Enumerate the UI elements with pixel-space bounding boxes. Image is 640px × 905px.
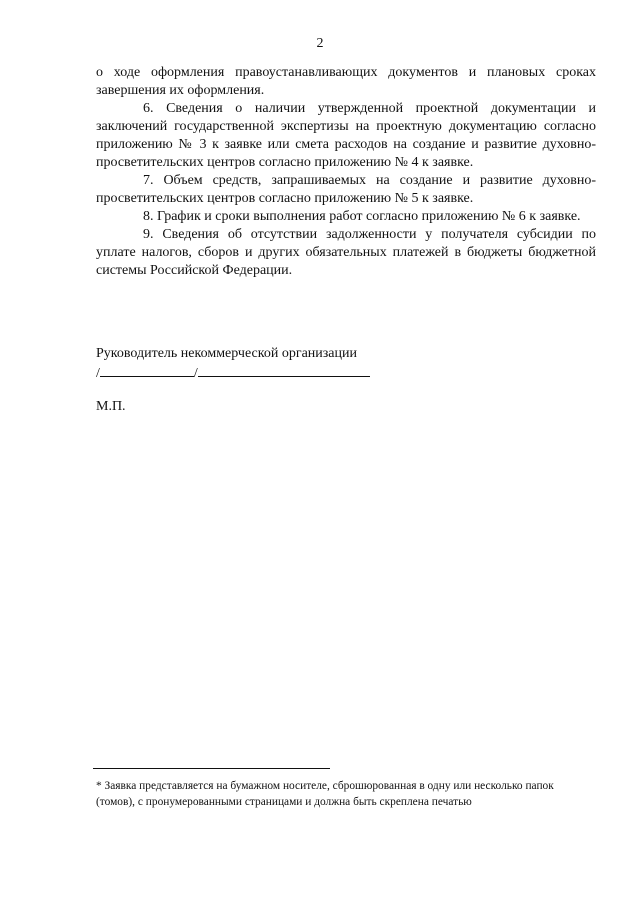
paragraph-item-8: 8. График и сроки выполнения работ согласно приложению № 6 к заявке. [143, 209, 581, 224]
paragraph-item-7: 7. Объем средств, запрашиваемых на создание и развитие духовно-просветительских центров согласно приложению № 5 к заявке. [96, 173, 596, 206]
page-number: 2 [316, 36, 324, 51]
signature-line [96, 363, 596, 383]
signature-slash-right: / [193, 366, 198, 381]
paragraph-item-9: 9. Сведения об отсутствии задолженности у получателя субсидии по уплате налогов, сборов и других обязательных платежей в бюджеты бюджетной системы Российской Федерации. [96, 227, 596, 278]
signature-block [96, 345, 596, 383]
stamp-placeholder: М.П. [96, 399, 126, 414]
document-body [96, 64, 596, 280]
footnote-text: * Заявка представляется на бумажном носителе, сброшюрованная в одну или несколько папок (томов), с пронумерованными страницами и должна быть скреплена печатью [96, 780, 554, 808]
paragraph-item-6: 6. Сведения о наличии утвержденной проектной документации и заключений государственной экспертизы на проектную документацию согласно приложению № 3 к заявке или смета расходов на создание и развитие духовно-просветительских центров согласно приложению № 4 к заявке. [96, 101, 596, 170]
signature-slash-left: / [96, 366, 100, 381]
signature-blank [100, 363, 194, 377]
signatory-title: Руководитель некоммерческой организации [96, 346, 357, 361]
footnote-divider [93, 768, 330, 769]
paragraph-continuation: о ходе оформления правоустанавливающих документов и плановых сроках завершения их оформления. [96, 65, 596, 98]
name-blank [198, 363, 370, 377]
